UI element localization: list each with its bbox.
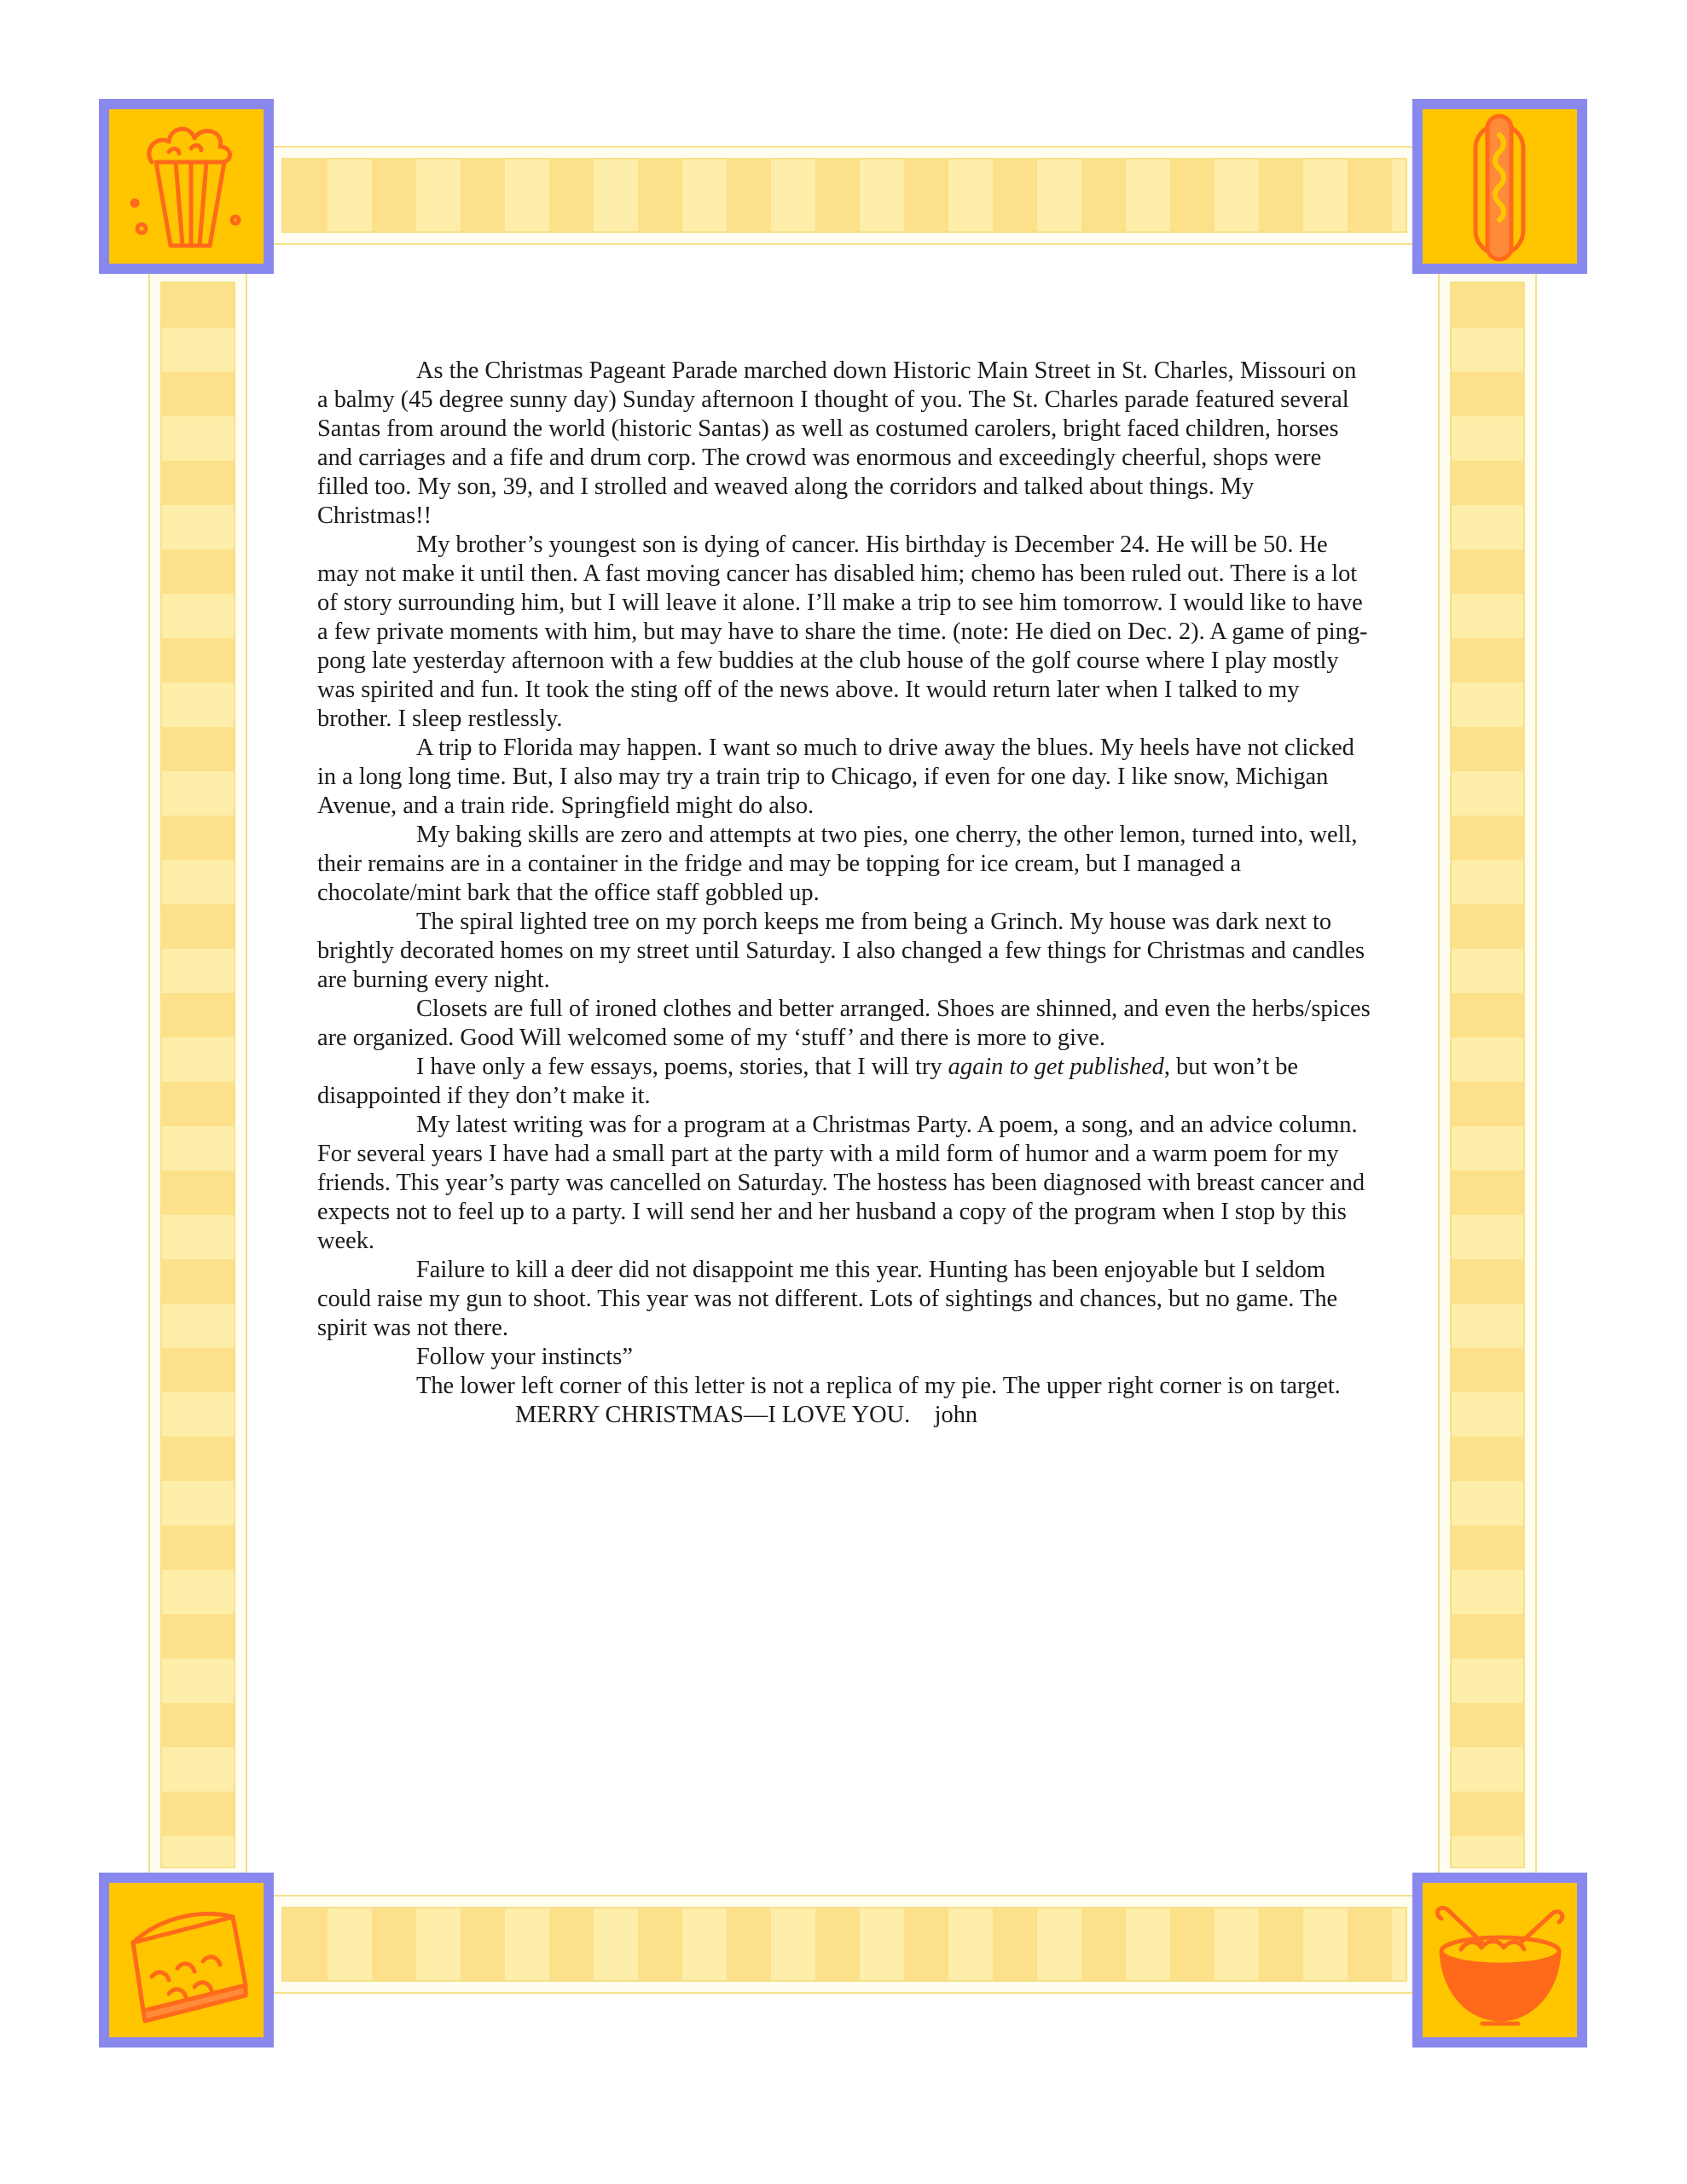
hotdog-icon: [1423, 109, 1577, 264]
corner-tile-bottom-right: [1412, 1873, 1587, 2048]
corner-tile-top-left: [99, 99, 274, 274]
popcorn-icon: [109, 109, 264, 264]
paragraph-florida-trip: A trip to Florida may happen. I want so much to drive away the blues. My heels have not clicked in a long long time. But, I also may try a train trip to Chicago, if even for one day. I like snow, Michigan Avenue, and a train ride. Springfield might do also.: [317, 735, 1354, 819]
pie-slice-icon: [109, 1883, 264, 2037]
corner-tile-bottom-left: [99, 1873, 274, 2048]
signoff: MERRY CHRISTMAS—I LOVE YOU. john: [515, 1402, 978, 1428]
letter-body: [317, 357, 1373, 1430]
paragraph-nephew: My brother’s youngest son is dying of cancer. His birthday is December 24. He will be 50. He may not make it until then. A fast moving cancer has disabled him; chemo has been ruled out. There is a lot of story surrounding him, but I will leave it alone. I’ll make a trip to see him tomorrow. I would like to have a few private moments with him, but may have to share the time. (note: He died on Dec. 2). A game of ping-pong late yesterday afternoon with a few buddies at the club house of the golf course where I play mostly was spirited and fun. It took the sting off of the news above. It would return later when I talked to my brother. I sleep restlessly.: [317, 531, 1368, 732]
paragraph-writing: [317, 1053, 1373, 1111]
writing-text-end: , but won’t be disappointed if they don’t make it.: [317, 1054, 1299, 1109]
paragraph-parade: As the Christmas Pageant Parade marched down Historic Main Street in St. Charles, Missouri on a balmy (45 degree sunny day) Sunday afternoon I thought of you. The St. Charles parade featured several Santas from around the world (historic Santas) as well as costumed carolers, bright faced children, horses and carriages and a fife and drum corp. The crowd was enormous and exceedingly cheerful, shops were filled too. My son, 39, and I strolled and weaved along the corridors and talked about things. My Christmas!!: [317, 357, 1357, 529]
bottom-border-band: [281, 1907, 1407, 1982]
paragraph-instincts: Follow your instincts”: [416, 1344, 633, 1370]
paragraph-closets: Closets are full of ironed clothes and better arranged. Shoes are shinned, and even the herbs/spices are organized. Good Will welcomed some of my ‘stuff’ and there is more to give.: [317, 996, 1371, 1051]
left-border-band: [160, 282, 235, 1868]
corner-tile-top-right: [1412, 99, 1587, 274]
bowl-icon: [1423, 1883, 1577, 2037]
right-border-band: [1450, 282, 1525, 1868]
writing-text-italic: again to get published: [948, 1054, 1164, 1080]
paragraph-corners-note: The lower left corner of this letter is not a replica of my pie. The upper right corner is on target.: [416, 1373, 1341, 1399]
top-border-band: [281, 158, 1407, 233]
writing-text-start: I have only a few essays, poems, stories, that I will try: [416, 1054, 948, 1080]
paragraph-christmas-party: My latest writing was for a program at a Christmas Party. A poem, a song, and an advice column. For several years I have had a small part at the party with a mild form of humor and a warm poem for my friends. This year’s party was cancelled on Saturday. The hostess has been diagnosed with breast cancer and expects not to feel up to a party. I will send her and her husband a copy of the program when I stop by this week.: [317, 1112, 1365, 1254]
paragraph-baking: My baking skills are zero and attempts at two pies, one cherry, the other lemon, turned into, well, their remains are in a container in the fridge and may be topping for ice cream, but I managed a chocolate/mint bark that the office staff gobbled up.: [317, 822, 1358, 906]
paragraph-deer-hunting: Failure to kill a deer did not disappoint me this year. Hunting has been enjoyable but I seldom could raise my gun to shoot. This year was not different. Lots of sightings and chances, but no game. The spirit was not there.: [317, 1257, 1338, 1341]
paragraph-spiral-tree: The spiral lighted tree on my porch keeps me from being a Grinch. My house was dark next to brightly decorated homes on my street until Saturday. I also changed a few things for Christmas and candles are burning every night.: [317, 909, 1365, 993]
